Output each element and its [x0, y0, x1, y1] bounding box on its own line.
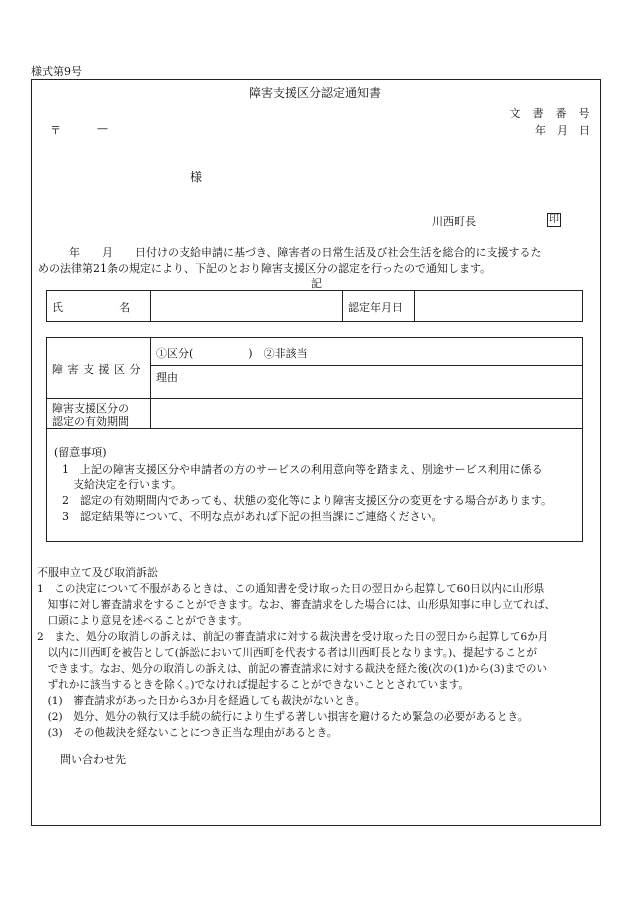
appeal-line: 以内に川西町を被告として(訴訟において川西町を代表する者は川西町長となります。)、提起することが — [37, 647, 538, 659]
body-line-1: 年 月 日付けの支給申請に基づき、障害者の日常生活及び社会生活を総合的に支援するた — [47, 246, 542, 259]
reason-label: 理由 — [156, 371, 178, 384]
note-line: 2 認定の有効期間内であっても、状態の変化等により障害支援区分の変更をする場合があります。 — [62, 494, 553, 507]
ki-label: 記 — [311, 277, 322, 290]
note-line: 1 上記の障害支援区分や申請者の方のサービスの利用意向等を踏まえ、別途サービス利用に係る — [62, 463, 543, 476]
name-label: 氏 名 — [52, 301, 131, 314]
certification-date-label: 認定年月日 — [348, 301, 403, 314]
appeal-heading: 不服申立て及び取消訴訟 — [37, 566, 158, 579]
recipient-suffix: 様 — [190, 170, 203, 184]
appeal-line: 2 また、処分の取消しの訴えは、前記の審査請求に対する裁決書を受け取った日の翌日から起算して6か月 — [37, 631, 549, 643]
appeal-line: 1 この決定について不服があるときは、この通知書を受け取った日の翌日から起算して60日以内に山形県 — [37, 583, 545, 595]
postal-mark: 〒 — [50, 124, 61, 137]
appeal-line: (3) その他裁決を経ないことにつき正当な理由があるとき。 — [37, 727, 338, 739]
note-line: 3 認定結果等について、不明な点があれば下記の担当課にご連絡ください。 — [62, 510, 443, 523]
support-class-options: ①区分( ) ②非該当 — [156, 347, 308, 360]
body-line-2: めの法律第21条の規定により、下記のとおり障害支援区分の認定を行ったので通知します。 — [38, 262, 492, 275]
page-title: 障害支援区分認定通知書 — [248, 86, 381, 100]
document-number-label: 文 書 番 号 — [509, 107, 590, 120]
issue-date-label: 年 月 日 — [535, 124, 590, 137]
contact-label: 問い合わせ先 — [60, 753, 126, 766]
note-line: 支給決定を行います。 — [62, 478, 183, 491]
issuer-name: 川西町長 — [432, 215, 476, 228]
appeal-line: ずれかに該当するときを除く。)でなければ提起することができないこととされています。 — [37, 679, 470, 691]
validity-label-line-2: 認定の有効期間 — [52, 415, 129, 428]
appeal-line: 口頭により意見を述べることができます。 — [37, 615, 249, 627]
appeal-line: (1) 審査請求があった日から3か月を経過しても裁決がないとき。 — [37, 695, 366, 707]
validity-label-line-1: 障害支援区分の — [52, 402, 129, 415]
appeal-line: できます。なお、処分の取消しの訴えは、前記の審査請求に対する裁決を経た後(次の(1)から(3)までのい — [37, 663, 548, 675]
postal-dash: — — [97, 122, 108, 135]
appeal-line: (2) 処分、処分の執行又は手続の続行により生ずる著しい損害を避けるため緊急の必要があるとき。 — [37, 711, 529, 723]
notes-heading: (留意事項) — [54, 446, 107, 459]
support-class-label: 障 害 支 援 区 分 — [52, 363, 141, 376]
seal-mark: 印 — [549, 214, 559, 225]
appeal-line: 知事に対し審査請求をすることができます。なお、審査請求をした場合には、山形県知事に申し立てれば、 — [37, 599, 556, 611]
form-number: 様式第9号 — [31, 65, 82, 78]
